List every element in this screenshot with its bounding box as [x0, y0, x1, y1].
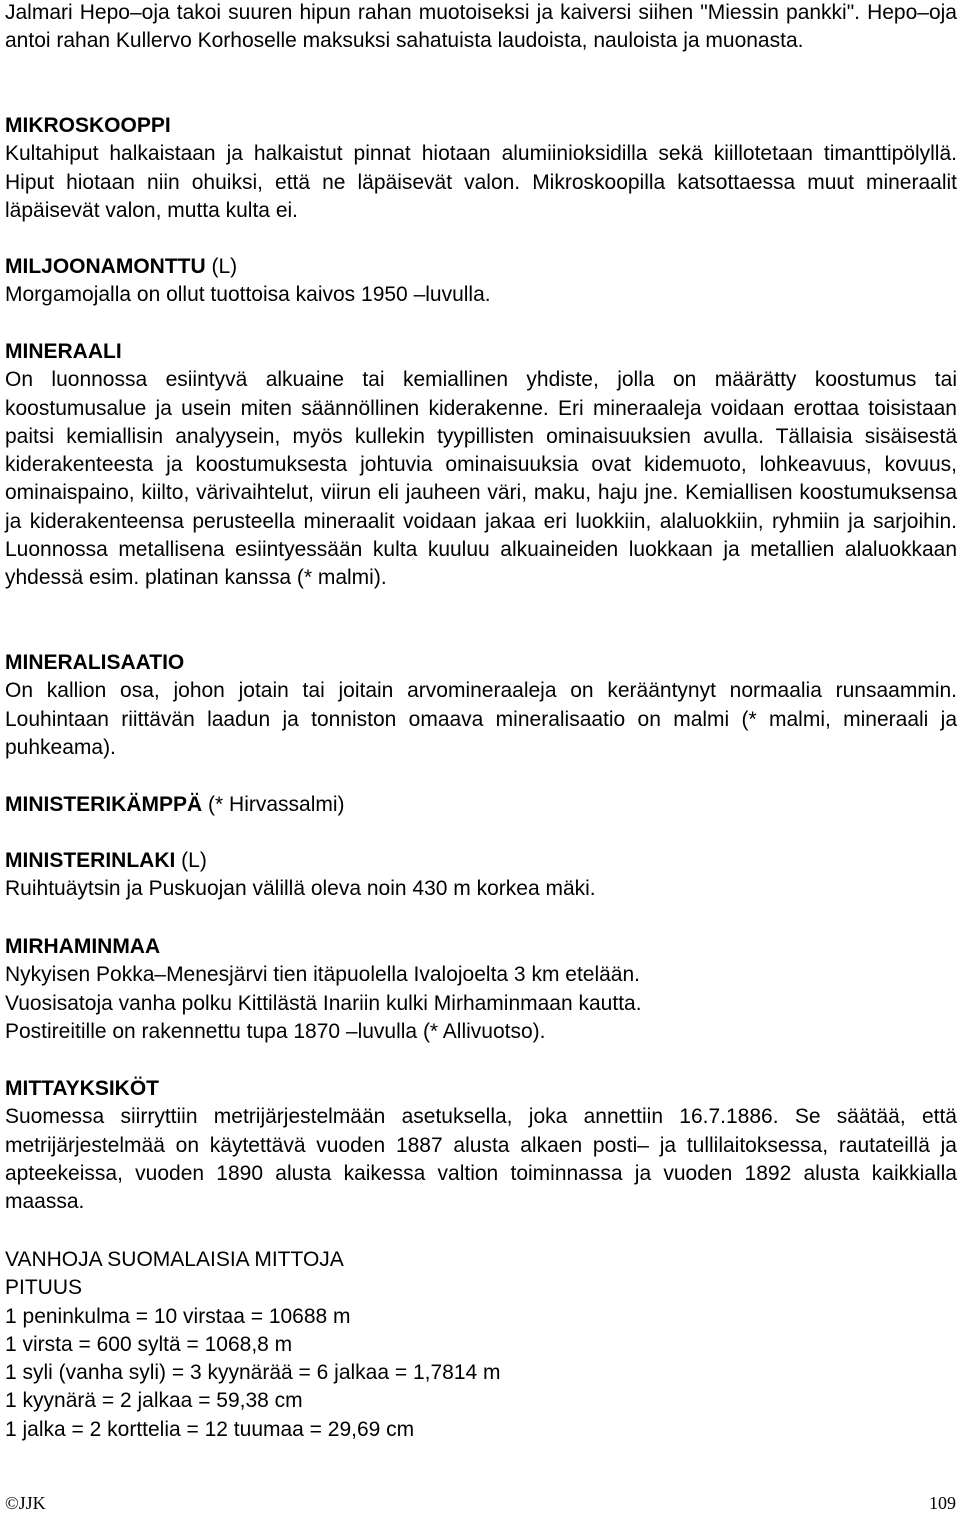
entry-term: MINISTERINLAKI [5, 849, 176, 872]
measures-subheading: PITUUS [5, 1276, 83, 1300]
entry-term: MINERAALI [5, 340, 122, 363]
entry-miljoonamonttu [5, 253, 957, 310]
measure-line: 1 kyynärä = 2 jalkaa = 59,38 cm [5, 1389, 303, 1413]
measure-line: 1 peninkulma = 10 virstaa = 10688 m [5, 1304, 351, 1328]
measures-heading: VANHOJA SUOMALAISIA MITTOJA [5, 1248, 344, 1271]
entry-line: Postireitille on rakennettu tupa 1870 –luvulla (* Allivuotso). [5, 1019, 546, 1043]
entry-heading [5, 338, 957, 366]
entry-line: Nykyisen Pokka–Menesjärvi tien itäpuolella Ivalojoelta 3 km etelään. [5, 963, 641, 987]
entry-text: On kallion osa, johon jotain tai joitain arvomineraaleja on kerääntynyt normaalia runsaammin. Louhintaan riittävän laadun ja tonniston omaava mineralisaatio on malmi (* malmi, mineraali ja puhkeama). [5, 679, 957, 759]
copyright-text: ©JJK [5, 1493, 46, 1513]
entry-text: On luonnossa esiintyvä alkuaine tai kemiallinen yhdiste, jolla on määrätty koostumus tai koostumusalue ja usein miten säännöllinen kiderakenne. Eri mineraaleja voidaan erottaa toisistaan paitsi kemiallisin analyysein, myös kullekin tyypillisten ominaisuuksien avulla. Tällaisia sisäisestä kiderakenteesta ja koostumuksesta johtuvia ominaisuuksia ovat kidemuoto, lohkeavuus, kovuus, ominaispaino, kiilto, värivaihtelut, viirun eli jauheen väri, maku, haju jne. Kemiallisen koostumuksensa ja kiderakenteensa perusteella mineraalit voidaan jakaa eri luokkiin, alaluokkiin, ryhmiin ja sarjoihin. Luonnossa metallisena esiintyessään kulta kuuluu alkuaineiden luokkaan ja metallien alaluokkaan yhdessä esim. platinan kanssa (* malmi). [5, 368, 957, 590]
entry-heading [5, 933, 957, 961]
entry-text: Morgamojalla on ollut tuottoisa kaivos 1950 –luvulla. [5, 283, 491, 307]
entry-ministerinlaki [5, 847, 957, 904]
entry-ministerikamppa [5, 791, 957, 819]
entry-heading [5, 649, 957, 677]
entry-heading [5, 1075, 957, 1103]
entry-term: MINERALISAATIO [5, 651, 185, 674]
entry-text: Kultahiput halkaistaan ja halkaistut pinnat hiotaan alumiinioksidilla sekä kiillotetaan timanttipölyllä. Hiput hiotaan niin ohuiksi, että ne läpäisevät valon. Mikroskoopilla katsottaessa muut mineraalit läpäisevät valon, mutta kulta ei. [5, 142, 957, 222]
measure-line: 1 syli (vanha syli) = 3 kyynärää = 6 jalkaa = 1,7814 m [5, 1361, 501, 1385]
entry-note: (L) [181, 849, 207, 872]
intro-paragraph [5, 0, 957, 56]
entry-mittayksikot [5, 1075, 957, 1216]
intro-text: Jalmari Hepo–oja takoi suuren hipun rahan muotoiseksi ja kaiversi siihen "Miessin pankki". Hepo–oja antoi rahan Kullervo Korhoselle maksuksi sahatuista laudoista, nauloista ja muonasta. [5, 1, 957, 53]
entry-term: MITTAYKSIKÖT [5, 1077, 160, 1100]
page-footer [0, 1492, 960, 1516]
measures-section [5, 1246, 957, 1444]
entry-text: Suomessa siirryttiin metrijärjestelmään asetuksella, joka annettiin 16.7.1886. Se säätää, että metrijärjestelmää on käytettävä vuoden 1887 alusta alkaen posti– ja tullilaitoksessa, rautateillä ja apteekeissa, vuoden 1890 alusta kaikessa valtion toiminnassa ja vuoden 1892 alusta kaikkialla maassa. [5, 1105, 957, 1214]
entry-line: Vuosisatoja vanha polku Kittilästä Inariin kulki Mirhaminmaan kautta. [5, 991, 642, 1015]
entry-mineralisaatio [5, 649, 957, 762]
entry-heading [5, 791, 957, 819]
entry-mikroskooppi [5, 112, 957, 225]
page-number: 109 [929, 1493, 956, 1513]
entry-mineraali [5, 338, 957, 593]
entry-term: MIKROSKOOPPI [5, 114, 171, 137]
entry-heading [5, 847, 957, 875]
entry-term: MIRHAMINMAA [5, 935, 161, 958]
entry-term: MILJOONAMONTTU [5, 255, 206, 278]
entry-mirhaminmaa [5, 933, 957, 1046]
entry-note: (* Hirvassalmi) [208, 793, 345, 816]
entry-heading [5, 253, 957, 281]
entry-note: (L) [211, 255, 238, 278]
measure-line: 1 jalka = 2 korttelia = 12 tuumaa = 29,69 cm [5, 1417, 415, 1441]
entry-text: Ruihtuäytsin ja Puskuojan välillä oleva noin 430 m korkea mäki. [5, 877, 596, 901]
entry-heading [5, 112, 957, 140]
entry-term: MINISTERIKÄMPPÄ [5, 793, 203, 816]
measure-line: 1 virsta = 600 syltä = 1068,8 m [5, 1332, 293, 1356]
